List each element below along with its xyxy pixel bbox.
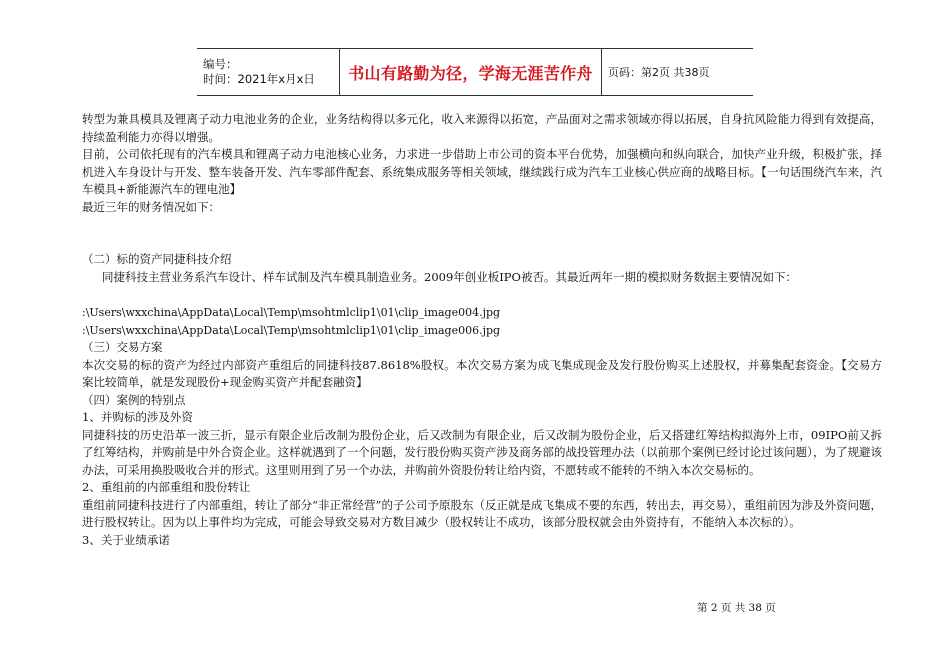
- page-header: [197, 48, 753, 96]
- number-label: 编号：: [203, 57, 238, 71]
- subheading-4-1: 1、并购标的涉及外资: [82, 410, 193, 424]
- image-path-2: :\Users\wxxchina\AppData\Local\Temp\msohtmlclip1\01\clip_image006.jpg: [82, 323, 501, 337]
- paragraph-5: 本次交易的标的资产为经过内部资产重组后的同捷科技87.8618%股权。本次交易方案为成飞集成现金及发行股份购买上述股权，并募集配套资金。【交易方案比较简单，就是发现股份+现金购买资产并配套融资】: [82, 357, 882, 389]
- section-heading-3: （三）交易方案: [82, 340, 163, 354]
- header-meta: [197, 49, 340, 95]
- section-heading-4: （四）案例的特别点: [82, 392, 186, 407]
- image-placeholder-gap: [82, 216, 882, 251]
- header-page-code: 页码：第2页 共38页: [608, 66, 710, 79]
- paragraph-7: 重组前同捷科技进行了内部重组，转让了部分“非正常经营”的子公司予原股东（反正就是成飞集成不要的东西，转出去，再交易），重组前因为涉及外资问题，进行股权转让。因为以上事件均为完成，可能会导致交易对方数目减少（股权转让不成功，该部分股权就会由外资持有，不能纳入本次标的）。: [82, 497, 882, 529]
- page-footer: 第 2 页 共 38 页: [697, 602, 776, 614]
- paragraph-4: 同捷科技主营业务系汽车设计、样车试制及汽车模具制造业务。2009年创业板IPO被否。其最近两年一期的模拟财务数据主要情况如下：: [102, 269, 797, 284]
- blank-line: [82, 286, 882, 304]
- paragraph-2: 目前，公司依托现有的汽车模具和锂离子动力电池核心业务，力求进一步借助上市公司的资本平台优势，加强横向和纵向联合，加快产业升级，积极扩张，择机进入车身设计与开发、整车装备开发、汽车零部件配套、系统集成服务等相关领域，继续践行成为汽车工业核心供应商的战略目标。【一句话围绕汽车来，汽车模具+新能源汽车的锂电池】: [82, 147, 882, 196]
- header-page-code-cell: [602, 49, 753, 95]
- subheading-4-3: 3、关于业绩承诺: [82, 532, 170, 547]
- paragraph-6: 同捷科技的历史沿革一波三折，显示有限企业后改制为股份企业，后又改制为有限企业，后又改制为股份企业，后又搭建红筹结构拟海外上市，09IPO前又拆了红筹结构，并购前是中外合资企业。这样就遇到了一个问题，发行股份购买资产涉及商务部的战投管理办法（以前那个案例已经讨论过该问题），为了规避该办法，可采用换股吸收合并的形式。这里则用到了另一个办法，并购前外资股份转让给内资，不愿转或不能转的不纳入本次交易标的。: [82, 427, 882, 477]
- section-heading-2: （二）标的资产同捷科技介绍: [82, 252, 232, 266]
- document-body: [82, 111, 882, 549]
- subheading-4-2: 2、重组前的内部重组和股份转让: [82, 480, 251, 494]
- image-path-1: :\Users\wxxchina\AppData\Local\Temp\msohtmlclip1\01\clip_image004.jpg: [82, 306, 501, 319]
- paragraph-1: 转型为兼具模具及锂离子动力电池业务的企业，业务结构得以多元化，收入来源得以拓宽，产品面对之需求领域亦得以拓展，自身抗风险能力得到有效提高，持续盈利能力亦得以增强。: [82, 112, 882, 144]
- paragraph-3: 最近三年的财务情况如下：: [82, 199, 220, 214]
- time-label: 时间：2021年x月x日: [203, 72, 315, 86]
- header-motto-cell: [340, 49, 602, 95]
- header-motto: 书山有路勤为径，学海无涯苦作舟: [348, 63, 593, 83]
